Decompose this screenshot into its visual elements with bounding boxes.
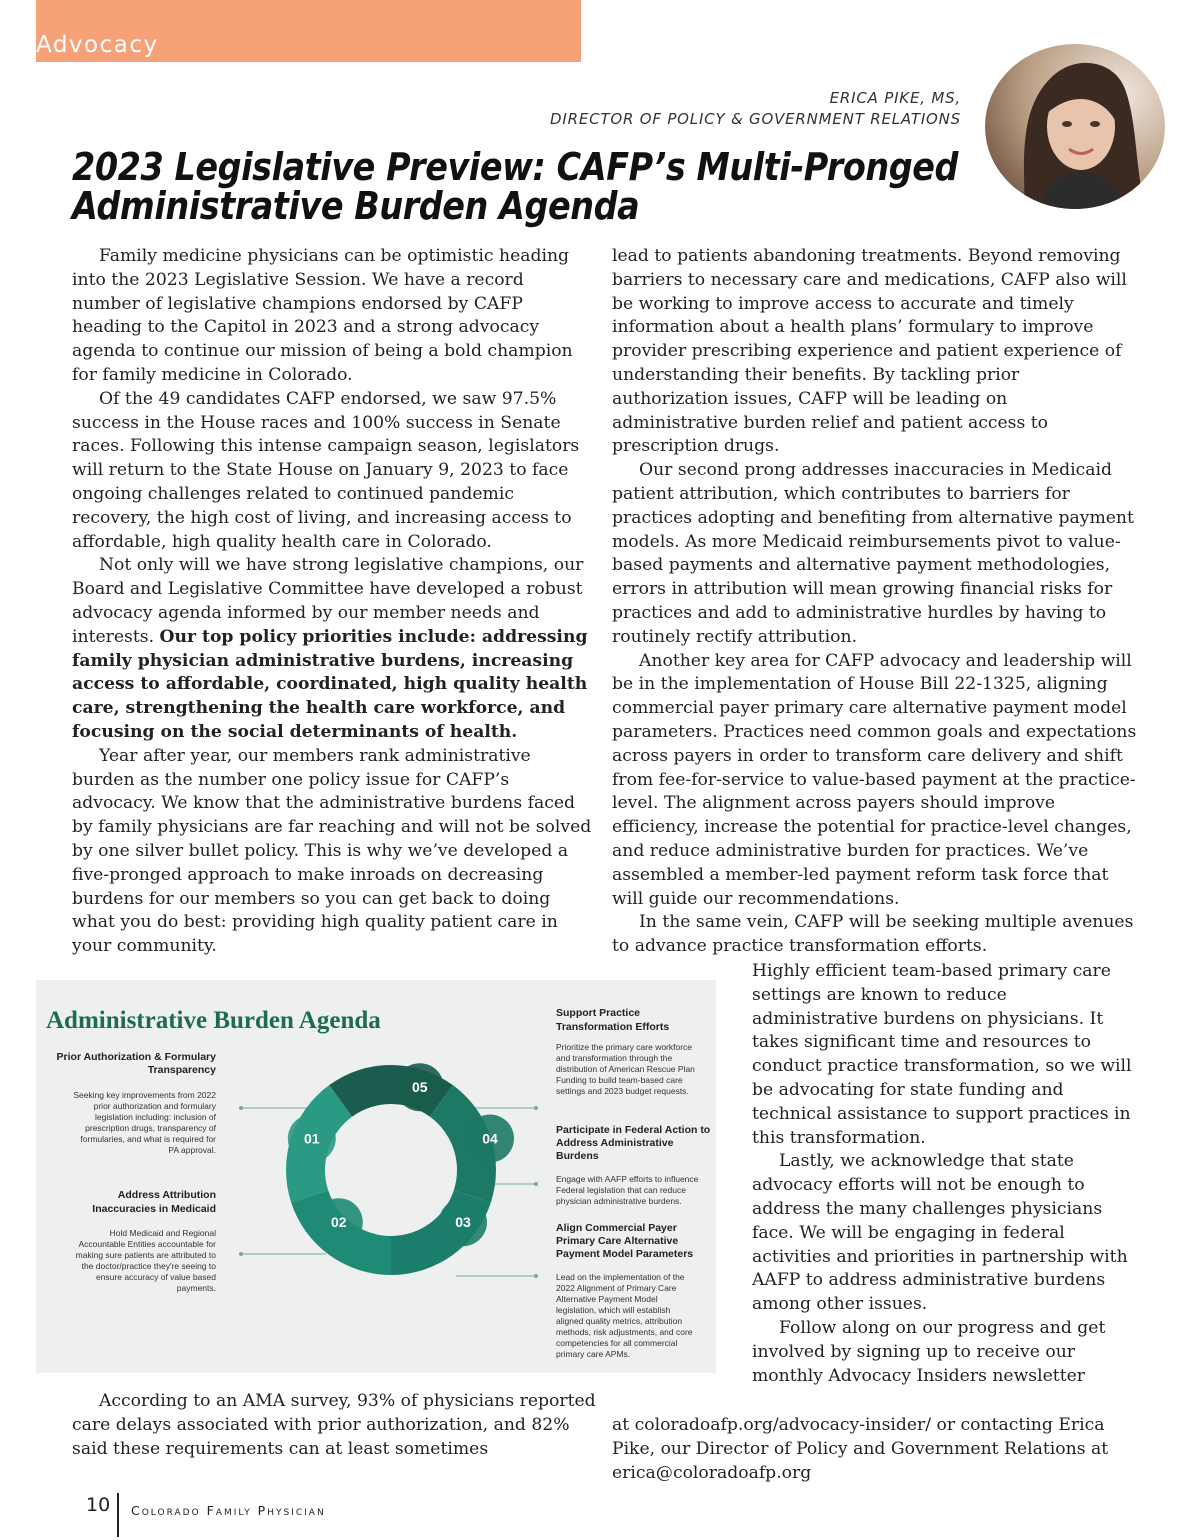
item-2-title: Address Attribution Inaccuracies in Medicaid (92, 1189, 216, 1215)
donut-label-01: 01 (304, 1130, 320, 1147)
policy-priorities: Our top policy priorities include: addressing family physician administrative burdens, increasing access to affordable, coordinated, high quality health care, strengthening the health care workforce, and focusing on the social determinants of health. (72, 626, 588, 742)
donut-chart (286, 1063, 514, 1275)
paragraph: Follow along on our progress and get involved by signing up to receive our monthly Advocacy Insiders newsletter (752, 1317, 1106, 1386)
paragraph: According to an AMA survey, 93% of physicians reported care delays associated with prior authorization, and 82% said these requirements can at least sometimes (72, 1391, 596, 1459)
article-title (72, 145, 958, 228)
author-byline (550, 88, 961, 130)
paragraph: Lastly, we acknowledge that state advocacy efforts will not be enough to address the many challenges physicians face. We will be engaging in federal activities and priorities in partnership with AAFP to address administrative burdens among other issues. (752, 1151, 1128, 1315)
paragraph: Another key area for CAFP advocacy and leadership will be in the implementation of House Bill 22-1325, aligning commercial payer primary care alternative payment model parameters. Practices need common goals and expectations across payers in order to transform care delivery and shift from fee-for-service to value-based payment at the practice-level. The alignment across payers should improve efficiency, increase the potential for practice-level changes, and reduce administrative burden for practices. We’ve assembled a member-led payment reform task force that will guide our recommendations. (612, 650, 1137, 909)
column-left-bottom (72, 1390, 597, 1461)
paragraph (72, 554, 597, 744)
donut-label-04: 04 (482, 1130, 498, 1147)
item-3-title: Support Practice Transformation Efforts (556, 1007, 670, 1033)
item-1-text: Seeking key improvements from 2022 prior authorization and formulary legislation including: inclusion of prescription drugs, transparency of formularies, and what is required for PA approval. (73, 1090, 216, 1155)
footer-divider (117, 1493, 119, 1537)
author-name: ERICA PIKE, MS, (829, 89, 961, 107)
donut-label-02: 02 (331, 1214, 347, 1231)
item-5-text: Lead on the implementation of the 2022 Alignment of Primary Care Alternative Payment Model legislation, which will establish aligned quality metrics, attribution methods, risk adjustments, and core competencies for all commercial primary care APMs. (556, 1272, 693, 1359)
column-left (72, 245, 597, 959)
item-4-title: Participate in Federal Action to Address Administrative Burdens (556, 1124, 711, 1162)
paragraph: Our second prong addresses inaccuracies in Medicaid patient attribution, which contributes to barriers for practices adopting and benefiting from alternative payment models. As more Medicaid reimbursements pivot to value-based payments and alternative payment methodologies, errors in attribution will mean growing financial risks for practices and add to administrative hurdles by having to routinely rectify attribution. (612, 460, 1134, 647)
column-right-wrap (752, 960, 1137, 1388)
paragraph: In the same vein, CAFP will be seeking multiple avenues to advance practice transformation efforts. (612, 912, 1134, 957)
page-number: 10 (86, 1494, 111, 1516)
author-photo (985, 44, 1165, 209)
item-2-text: Hold Medicaid and Regional Accountable Entities accountable for making sure patients are attributed to the doctor/practice they're seeing to ensure accuracy of value based payments. (75, 1228, 216, 1293)
title-line-1: 2023 Legislative Preview: CAFP’s Multi-Pronged (72, 145, 958, 189)
section-label: Advocacy (36, 32, 159, 58)
column-right-bottom (612, 1414, 1137, 1485)
paragraph: Family medicine physicians can be optimistic heading into the 2023 Legislative Session. We have a record number of legislative champions endorsed by CAFP heading to the Capitol in 2023 and a strong advocacy agenda to continue our mission of being a bold champion for family medicine in Colorado. (72, 246, 573, 385)
author-title: DIRECTOR OF POLICY & GOVERNMENT RELATIONS (550, 110, 961, 128)
paragraph: Of the 49 candidates CAFP endorsed, we saw 97.5% success in the House races and 100% success in Senate races. Following this intense campaign season, legislators will return to the State House on January 9, 2023 to face ongoing challenges related to continued pandemic recovery, the high cost of living, and increasing access to affordable, high quality health care in Colorado. (72, 388, 580, 552)
item-3-text: Prioritize the primary care workforce and transformation through the distribution of American Rescue Plan Funding to build team-based care settings and 2023 budget requests. (556, 1042, 695, 1096)
paragraph: Year after year, our members rank administrative burden as the number one policy issue for CAFP’s advocacy. We know that the administrative burdens faced by family physicians are far reaching and will not be solved by one silver bullet policy. This is why we’ve developed a five-pronged approach to make inroads on decreasing burdens for our members so you can get back to doing what you do best: providing high quality patient care in your community. (72, 745, 592, 957)
item-1-title: Prior Authorization & Formulary Transparency (56, 1051, 216, 1076)
paragraph: lead to patients abandoning treatments. Beyond removing barriers to necessary care and medications, CAFP also will be working to improve access to accurate and timely information about a health plans’ formulary to improve provider prescribing experience and patient experience of understanding their benefits. By tackling prior authorization issues, CAFP will be leading on administrative burden relief and patient access to prescription drugs. (612, 246, 1127, 457)
section-tab (36, 0, 581, 62)
paragraph: at coloradoafp.org/advocacy-insider/ or contacting Erica Pike, our Director of Policy and Government Relations at erica@coloradoafp.org (612, 1415, 1109, 1483)
paragraph-text: Not only will we have strong legislative champions, our Board and Legislative Committee have developed a robust advocacy agenda informed by our member needs and interests. (72, 555, 584, 647)
paragraph: Highly efficient team-based primary care settings are known to reduce administrative burdens on physicians. It takes significant time and resources to conduct practice transformation, so we will be advocating for state funding and technical assistance to support practices in this transformation. (752, 961, 1132, 1148)
donut-label-03: 03 (455, 1214, 471, 1231)
magazine-name: Colorado Family Physician (131, 1503, 326, 1518)
title-line-2: Administrative Burden Agenda (72, 184, 640, 228)
column-right (612, 245, 1137, 959)
infographic-title: Administrative Burden Agenda (46, 1007, 381, 1034)
donut-label-05: 05 (412, 1079, 428, 1096)
item-4-text: Engage with AAFP efforts to influence Federal legislation that can reduce physician administrative burdens. (556, 1174, 699, 1206)
item-5-title: Align Commercial Payer Primary Care Alternative Payment Model Parameters (556, 1222, 694, 1260)
administrative-burden-infographic (36, 980, 716, 1373)
